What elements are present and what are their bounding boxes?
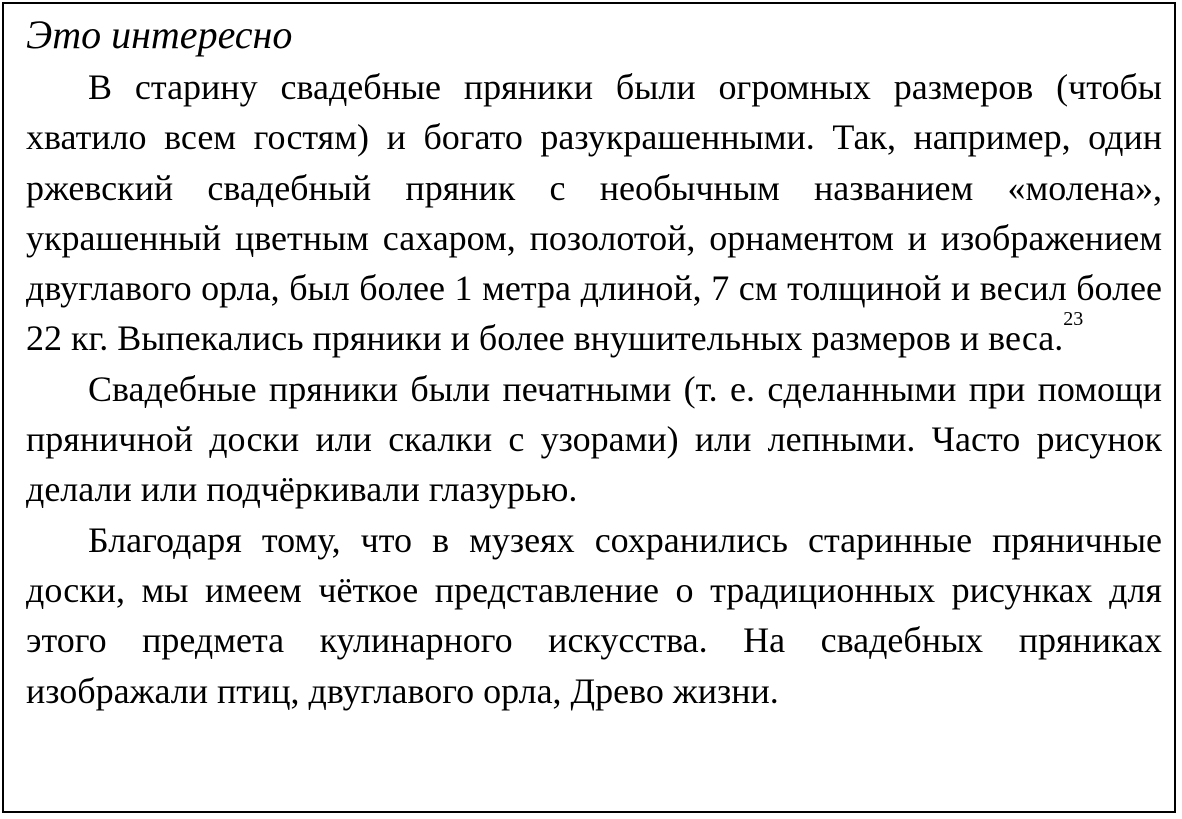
info-box — [2, 2, 1176, 813]
info-box-content — [26, 8, 1162, 716]
paragraph-3 — [26, 515, 1162, 716]
paragraph-3-text: Благодаря тому, что в музеях сохранились старинные пряничные доски, мы имеем чёткое представление о традиционных рисунках для этого предмета кулинарного искусства. На свадебных пряниках изображали птиц, двуглавого орла, Древо жизни. — [26, 519, 1162, 711]
paragraph-2-text: Свадебные пряники были печатными (т. е. сделанными при помощи пряничной доски или скалки с узорами) или лепными. Часто рисунок делали или подчёркивали глазурью. — [26, 368, 1162, 510]
paragraph-2 — [26, 364, 1162, 515]
paragraph-1-text: В старину свадебные пряники были огромных размеров (чтобы хватило всем гостям) и богато разукрашенными. Так, например, один ржевский свадебный пряник с необычным названием «молена», украшенный цветным сахаром, позолотой, орнаментом и изображением двуглавого орла, был более 1 метра длиной, 7 см толщиной и весил более 22 кг. Выпекались пряники и более внушительных размеров и веса. — [26, 67, 1162, 359]
footnote-ref[interactable]: 23 — [1063, 308, 1084, 331]
box-title: Это интересно — [26, 12, 293, 57]
paragraph-1 — [26, 62, 1162, 364]
